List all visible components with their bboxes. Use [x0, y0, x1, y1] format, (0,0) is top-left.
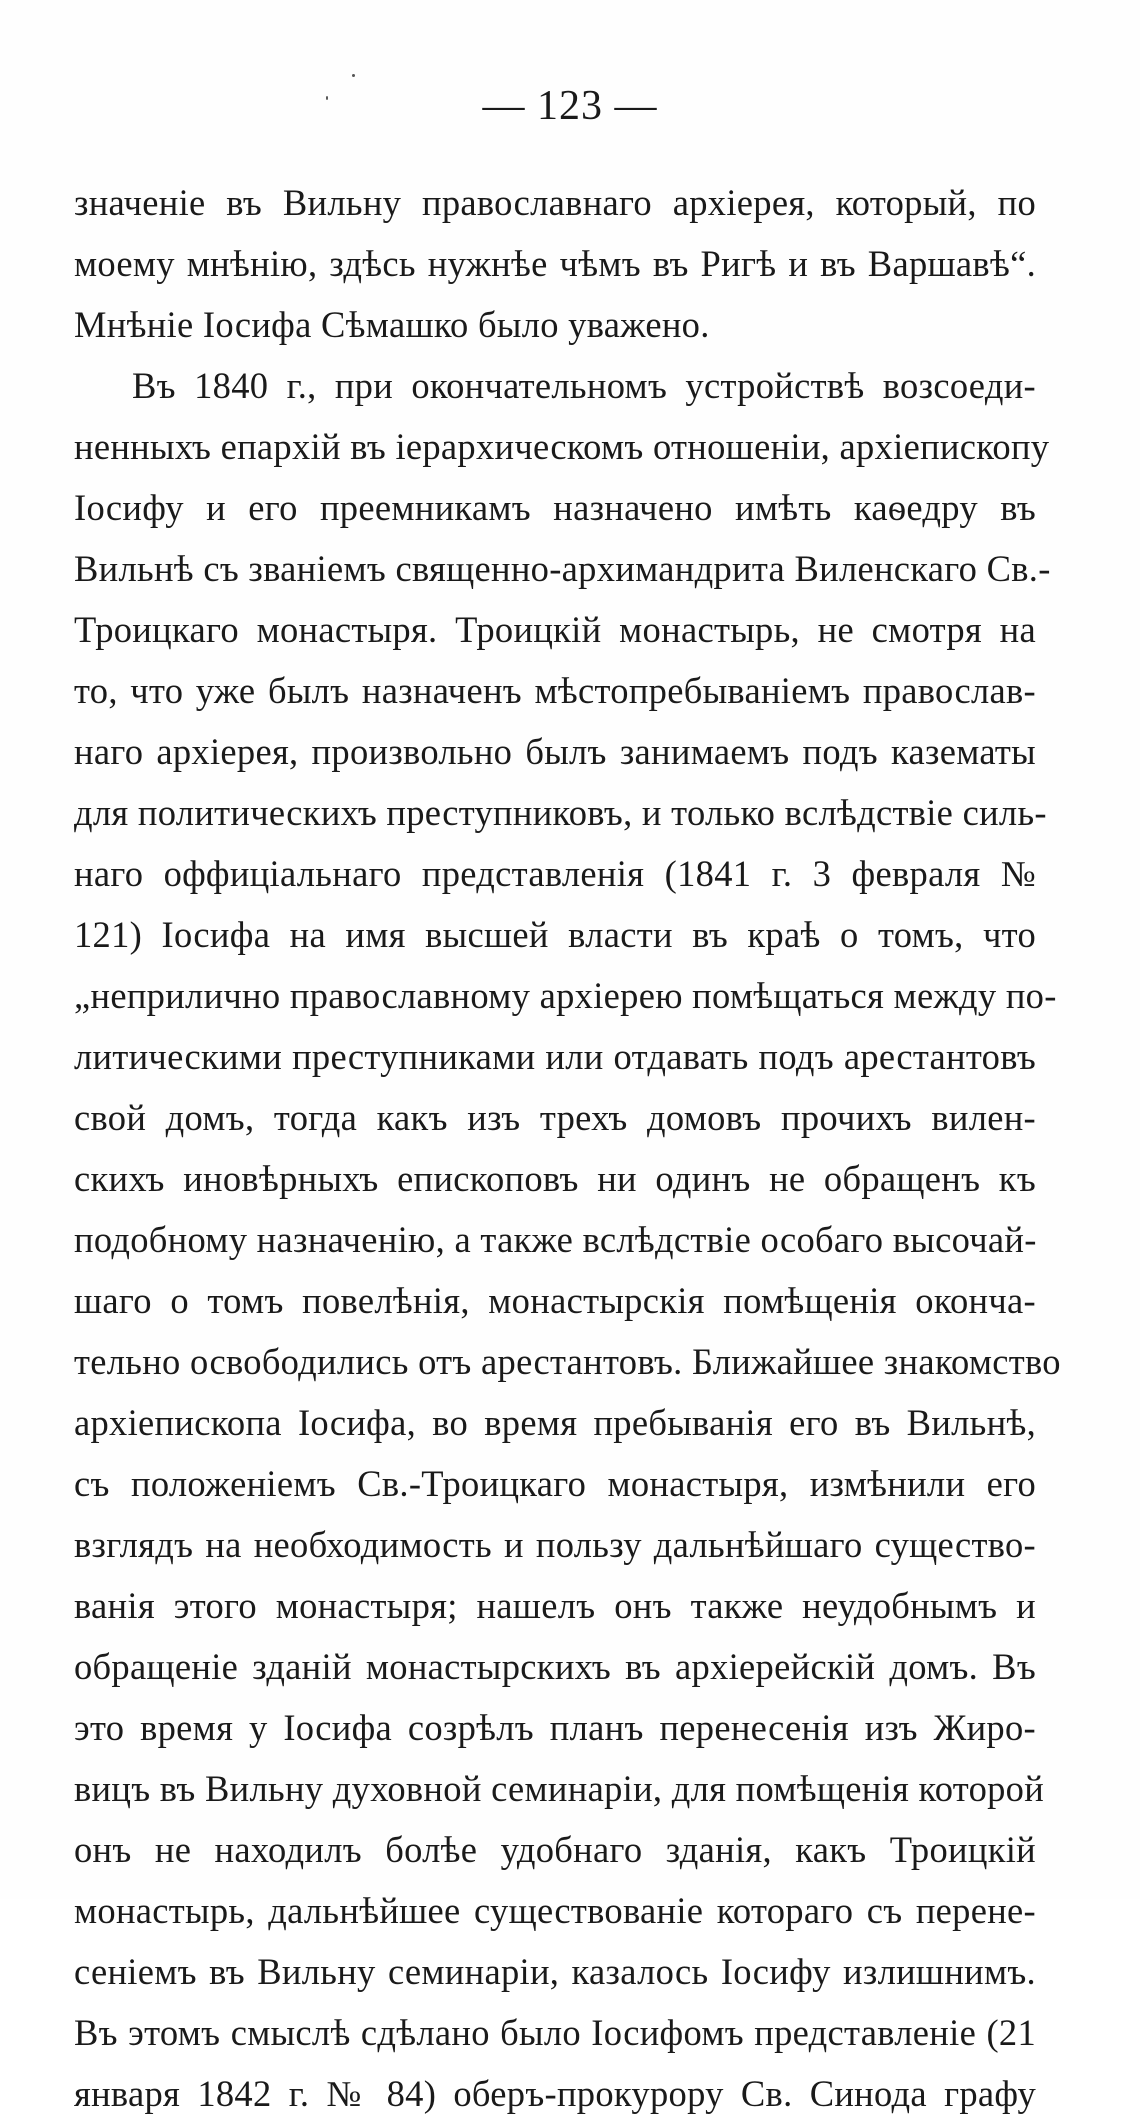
- text-line: Мнѣніе Іосифа Сѣмашко было уважено.: [74, 304, 710, 345]
- text-line: наго архіерея, произвольно былъ занимаемъ подъ казематы: [74, 731, 1036, 772]
- body-text: [74, 172, 1061, 2124]
- text-line: вицъ въ Вильну духовной семинаріи, для помѣщенія которой: [74, 1768, 1045, 1809]
- text-line: января 1842 г. № 84) оберъ-прокурору Св. Синода графу: [74, 2073, 1036, 2114]
- text-line: архіепископа Іосифа, во время пребыванія его въ Вильнѣ,: [74, 1402, 1036, 1443]
- text-line: Въ этомъ смыслѣ сдѣлано было Іосифомъ представленіе (21: [74, 2012, 1036, 2053]
- text-line: литическими преступниками или отдавать подъ арестантовъ: [74, 1036, 1036, 1077]
- text-line: значеніе въ Вильну православнаго архіерея, который, по: [74, 182, 1036, 223]
- text-line: сеніемъ въ Вильну семинаріи, казалось Іосифу излишнимъ.: [74, 1951, 1036, 1992]
- text-line: подобному назначенію, а также вслѣдствіе особаго высочай-: [74, 1219, 1037, 1260]
- text-line: обращеніе зданій монастырскихъ въ архіерейскій домъ. Въ: [74, 1646, 1036, 1687]
- text-line: скихъ иновѣрныхъ епископовъ ни одинъ не обращенъ къ: [74, 1158, 1036, 1199]
- text-line: монастырь, дальнѣйшее существованіе котораго съ перене-: [74, 1890, 1036, 1931]
- text-line: ванія этого монастыря; нашелъ онъ также неудобнымъ и: [74, 1585, 1036, 1626]
- text-line: Троицкаго монастыря. Троицкій монастырь, не смотря на: [74, 609, 1036, 650]
- text-line: взглядъ на необходимость и пользу дальнѣйшаго существо-: [74, 1524, 1036, 1565]
- text-line: тельно освободились отъ арестантовъ. Ближайшее знакомство: [74, 1341, 1061, 1382]
- text-line: это время у Іосифа созрѣлъ планъ перенесенія изъ Жиро-: [74, 1707, 1036, 1748]
- text-line: „неприлично православному архіерею помѣщаться между по-: [74, 975, 1057, 1016]
- text-line: 121) Іосифа на имя высшей власти въ краѣ о томъ, что: [74, 914, 1036, 955]
- print-speck: [352, 74, 355, 77]
- text-line: ненныхъ епархій въ іерархическомъ отношеніи, архіепископу: [74, 426, 1050, 467]
- text-line: Іосифу и его преемникамъ назначено имѣть каѳедру въ: [74, 487, 1036, 528]
- text-line: онъ не находилъ болѣе удобнаго зданія, какъ Троицкій: [74, 1829, 1036, 1870]
- text-line: наго оффиціальнаго представленія (1841 г. 3 февраля №: [74, 853, 1036, 894]
- text-line: Вильнѣ съ званіемъ священно-архимандрита Виленскаго Св.-: [74, 548, 1051, 589]
- text-line: моему мнѣнію, здѣсь нужнѣе чѣмъ въ Ригѣ и въ Варшавѣ“.: [74, 243, 1036, 284]
- text-line: то, что уже былъ назначенъ мѣстопребываніемъ православ-: [74, 670, 1036, 711]
- text-line: съ положеніемъ Св.-Троицкаго монастыря, измѣнили его: [74, 1463, 1036, 1504]
- page-number: — 123 —: [482, 83, 658, 129]
- paragraph-first-line: Въ 1840 г., при окончательномъ устройствѣ возсоеди-: [132, 365, 1036, 406]
- text-line: для политическихъ преступниковъ, и только вслѣдствіе силь-: [74, 792, 1047, 833]
- text-line: шаго о томъ повелѣнія, монастырскія помѣщенія оконча-: [74, 1280, 1036, 1321]
- text-line: свой домъ, тогда какъ изъ трехъ домовъ прочихъ вилен-: [74, 1097, 1036, 1138]
